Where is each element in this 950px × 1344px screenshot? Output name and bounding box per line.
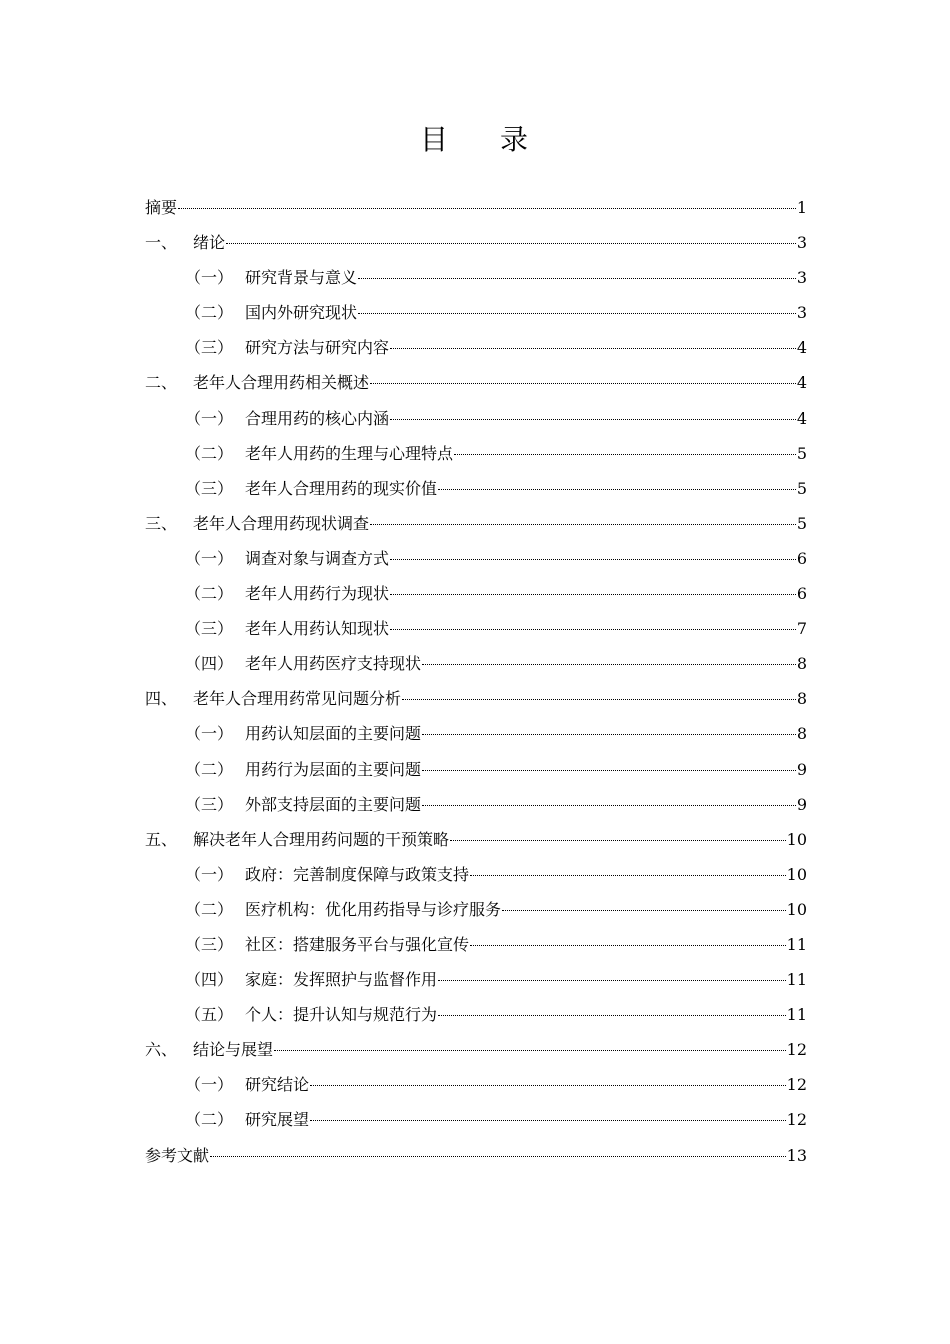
title-char-2: 录 bbox=[500, 123, 531, 156]
toc-entry[interactable] bbox=[145, 190, 807, 225]
toc-entry-number: （四） bbox=[185, 970, 234, 990]
toc-entry-number: 五、 bbox=[145, 829, 178, 849]
toc-entry-label: 老年人用药医疗支持现状 bbox=[245, 654, 422, 674]
toc-entry-page-number: 5 bbox=[796, 513, 807, 533]
toc-entry[interactable] bbox=[145, 716, 807, 751]
toc-entry-number: （四） bbox=[185, 654, 234, 674]
toc-entry[interactable] bbox=[145, 576, 807, 611]
toc-entry-number: （一） bbox=[185, 724, 234, 744]
toc-entry[interactable] bbox=[145, 611, 807, 646]
toc-entry-number: 六、 bbox=[145, 1040, 178, 1060]
toc-entry-number: （二） bbox=[185, 584, 234, 604]
toc-entry-number: （二） bbox=[185, 443, 234, 463]
toc-entry-label: 医疗机构：优化用药指导与诊疗服务 bbox=[245, 899, 502, 919]
toc-entry-number: （三） bbox=[185, 478, 234, 498]
toc-entry-label: 家庭：发挥照护与监督作用 bbox=[245, 970, 438, 990]
toc-dot-leader bbox=[422, 750, 796, 771]
toc-entry-number: 四、 bbox=[145, 689, 178, 709]
toc-entry-label: 结论与展望 bbox=[193, 1040, 274, 1060]
toc-dot-leader bbox=[470, 925, 786, 946]
toc-entry-number: 一、 bbox=[145, 233, 178, 253]
toc-dot-leader bbox=[370, 504, 796, 525]
toc-dot-leader bbox=[274, 1030, 786, 1051]
toc-entry[interactable] bbox=[145, 997, 807, 1032]
toc-dot-leader bbox=[502, 890, 786, 911]
toc-dot-leader bbox=[358, 293, 796, 314]
toc-dot-leader bbox=[422, 714, 796, 735]
toc-dot-leader bbox=[390, 609, 796, 630]
table-of-contents bbox=[145, 190, 807, 1173]
toc-entry-label: 调查对象与调查方式 bbox=[245, 548, 390, 568]
toc-entry[interactable] bbox=[145, 822, 807, 857]
toc-entry-number: （三） bbox=[185, 794, 234, 814]
toc-entry[interactable] bbox=[145, 541, 807, 576]
toc-entry-label: 社区：搭建服务平台与强化宣传 bbox=[245, 934, 470, 954]
toc-entry[interactable] bbox=[145, 330, 807, 365]
toc-entry-number: （一） bbox=[185, 864, 234, 884]
toc-entry[interactable] bbox=[145, 436, 807, 471]
toc-entry-page-number: 10 bbox=[786, 899, 807, 919]
toc-entry-number: （一） bbox=[185, 268, 234, 288]
toc-entry-page-number: 11 bbox=[786, 1005, 807, 1025]
toc-entry-label: 老年人合理用药的现实价值 bbox=[245, 478, 438, 498]
toc-dot-leader bbox=[390, 399, 796, 420]
toc-entry-label: 参考文献 bbox=[145, 1145, 210, 1165]
toc-entry-number: （二） bbox=[185, 1110, 234, 1130]
toc-dot-leader bbox=[438, 995, 786, 1016]
toc-entry-label: 老年人用药行为现状 bbox=[245, 584, 390, 604]
toc-entry-label: 老年人用药的生理与心理特点 bbox=[245, 443, 454, 463]
toc-entry-label: 合理用药的核心内涵 bbox=[245, 408, 390, 428]
toc-entry-label: 外部支持层面的主要问题 bbox=[245, 794, 422, 814]
toc-entry[interactable] bbox=[145, 260, 807, 295]
toc-entry-number: （一） bbox=[185, 1075, 234, 1095]
toc-entry[interactable] bbox=[145, 892, 807, 927]
toc-entry[interactable] bbox=[145, 681, 807, 716]
toc-entry-page-number: 8 bbox=[796, 724, 807, 744]
toc-entry-page-number: 10 bbox=[786, 864, 807, 884]
toc-entry-label: 政府：完善制度保障与政策支持 bbox=[245, 864, 470, 884]
toc-entry[interactable] bbox=[145, 1102, 807, 1137]
toc-entry-label: 用药行为层面的主要问题 bbox=[245, 759, 422, 779]
toc-entry-page-number: 10 bbox=[786, 829, 807, 849]
toc-entry[interactable] bbox=[145, 471, 807, 506]
toc-dot-leader bbox=[470, 855, 786, 876]
toc-entry-page-number: 12 bbox=[786, 1110, 807, 1130]
toc-entry-label: 研究展望 bbox=[245, 1110, 310, 1130]
toc-dot-leader bbox=[454, 434, 796, 455]
page-title bbox=[0, 120, 950, 160]
toc-entry[interactable] bbox=[145, 365, 807, 400]
toc-entry-page-number: 5 bbox=[796, 443, 807, 463]
toc-entry-label: 研究方法与研究内容 bbox=[245, 338, 390, 358]
toc-entry-page-number: 4 bbox=[796, 373, 807, 393]
toc-entry[interactable] bbox=[145, 506, 807, 541]
toc-entry-page-number: 11 bbox=[786, 970, 807, 990]
toc-dot-leader bbox=[310, 1100, 786, 1121]
toc-entry[interactable] bbox=[145, 1067, 807, 1102]
toc-dot-leader bbox=[422, 644, 796, 665]
toc-entry-label: 摘要 bbox=[145, 198, 178, 217]
toc-dot-leader bbox=[402, 679, 796, 700]
toc-dot-leader bbox=[438, 960, 786, 981]
toc-dot-leader bbox=[178, 188, 796, 209]
toc-entry-number: （一） bbox=[185, 408, 234, 428]
toc-entry-number: （三） bbox=[185, 619, 234, 639]
toc-entry-page-number: 3 bbox=[796, 233, 807, 253]
toc-dot-leader bbox=[370, 363, 796, 384]
toc-entry-number: 二、 bbox=[145, 373, 178, 393]
toc-entry[interactable] bbox=[145, 787, 807, 822]
toc-entry-page-number: 3 bbox=[796, 303, 807, 323]
toc-dot-leader bbox=[390, 574, 796, 595]
toc-entry-page-number: 12 bbox=[786, 1075, 807, 1095]
toc-entry-label: 老年人合理用药常见问题分析 bbox=[193, 689, 402, 709]
toc-entry-number: （五） bbox=[185, 1005, 234, 1025]
toc-entry[interactable] bbox=[145, 1032, 807, 1067]
toc-entry-label: 老年人合理用药现状调查 bbox=[193, 513, 370, 533]
toc-dot-leader bbox=[358, 258, 796, 279]
toc-entry-label: 解决老年人合理用药问题的干预策略 bbox=[193, 829, 450, 849]
toc-entry[interactable] bbox=[145, 752, 807, 787]
toc-entry[interactable] bbox=[145, 1138, 807, 1173]
toc-entry-page-number: 8 bbox=[796, 689, 807, 709]
toc-entry-page-number: 9 bbox=[796, 794, 807, 814]
toc-entry-number: （三） bbox=[185, 338, 234, 358]
toc-entry-page-number: 1 bbox=[796, 198, 807, 217]
toc-entry-label: 老年人用药认知现状 bbox=[245, 619, 390, 639]
toc-entry-label: 个人：提升认知与规范行为 bbox=[245, 1005, 438, 1025]
toc-entry-number: 三、 bbox=[145, 513, 178, 533]
toc-entry-page-number: 8 bbox=[796, 654, 807, 674]
toc-entry[interactable] bbox=[145, 646, 807, 681]
toc-dot-leader bbox=[450, 820, 786, 841]
toc-entry-label: 绪论 bbox=[193, 233, 226, 253]
toc-entry-label: 研究结论 bbox=[245, 1075, 310, 1095]
toc-entry-page-number: 12 bbox=[786, 1040, 807, 1060]
toc-entry-number: （一） bbox=[185, 548, 234, 568]
toc-entry-number: （二） bbox=[185, 303, 234, 323]
toc-entry-page-number: 4 bbox=[796, 338, 807, 358]
toc-entry[interactable] bbox=[145, 295, 807, 330]
toc-entry-page-number: 11 bbox=[786, 934, 807, 954]
toc-entry-page-number: 5 bbox=[796, 478, 807, 498]
toc-entry[interactable] bbox=[145, 225, 807, 260]
toc-dot-leader bbox=[390, 328, 796, 349]
toc-dot-leader bbox=[210, 1136, 786, 1157]
toc-dot-leader bbox=[390, 539, 796, 560]
toc-dot-leader bbox=[310, 1065, 786, 1086]
toc-entry-page-number: 3 bbox=[796, 268, 807, 288]
toc-dot-leader bbox=[226, 223, 796, 244]
toc-entry[interactable] bbox=[145, 401, 807, 436]
toc-entry[interactable] bbox=[145, 857, 807, 892]
toc-entry-page-number: 4 bbox=[796, 408, 807, 428]
toc-entry-label: 老年人合理用药相关概述 bbox=[193, 373, 370, 393]
toc-entry-number: （二） bbox=[185, 899, 234, 919]
toc-entry[interactable] bbox=[145, 962, 807, 997]
toc-entry-page-number: 9 bbox=[796, 759, 807, 779]
toc-entry-page-number: 13 bbox=[786, 1145, 807, 1165]
title-char-1: 目 bbox=[419, 123, 450, 156]
toc-entry-number: （二） bbox=[185, 759, 234, 779]
toc-entry-label: 用药认知层面的主要问题 bbox=[245, 724, 422, 744]
toc-dot-leader bbox=[422, 785, 796, 806]
toc-dot-leader bbox=[438, 469, 796, 490]
toc-entry-page-number: 7 bbox=[796, 619, 807, 639]
toc-entry-number: （三） bbox=[185, 934, 234, 954]
toc-entry-page-number: 6 bbox=[796, 548, 807, 568]
toc-entry-label: 国内外研究现状 bbox=[245, 303, 358, 323]
toc-entry[interactable] bbox=[145, 927, 807, 962]
toc-entry-page-number: 6 bbox=[796, 584, 807, 604]
toc-entry-label: 研究背景与意义 bbox=[245, 268, 358, 288]
